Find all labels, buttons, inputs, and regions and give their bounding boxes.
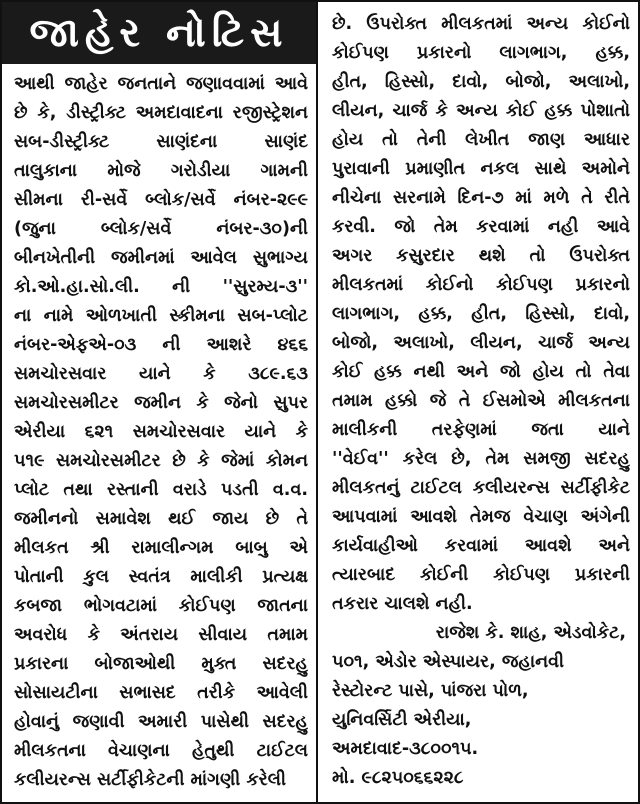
notice-text-line: કોઈપણ પ્રકારનો લાગભાગ, હક્ક, [332, 43, 630, 63]
notice-text-line: પોતાની કુલ સ્વતંત્ર માલીકી પ્રત્યક્ષ [14, 567, 308, 587]
notice-text-line: લીયન, ચાર્જ કે અન્ય કોઈ હક્ક પોશાતો [332, 101, 630, 121]
notice-text-line: સબ-ડીસ્ટ્રીક્ટ સાણંદના સાણંદ [14, 132, 308, 152]
notice-text-line: સોસાયટીના સભાસદ તરીકે આવેલી [14, 683, 308, 703]
notice-text-line: કલીયરન્સ સર્ટીફીકેટની માંગણી કરેલી [14, 770, 286, 790]
notice-text-line: ના નામે ઓળખાતી સ્કીમના સબ-પ્લોટ [14, 306, 308, 326]
notice-text-line: લાગભાગ, હક્ક, હીત, હિસ્સો, દાવો, [332, 304, 630, 324]
notice-text-line: તમામ હક્કો જે તે ઈસમોએ મીલકતના [332, 391, 630, 411]
notice-text-line: બોજો, અલાખો, લીયન, ચાર્જ અન્ય [332, 333, 630, 353]
right-body-text [332, 10, 630, 619]
notice-text-line: (જુના બ્લોક/સર્વે નંબર-૩૦)ની [14, 219, 308, 239]
notice-text-line: છે. ઉપરોક્ત મીલકતમાં અન્ય કોઈનો [332, 14, 630, 34]
notice-text-line: માલીકની તરફેણમાં જતા યાને [332, 420, 630, 440]
address-line: રેસ્ટોરન્ટ પાસે, પાંજરા પોળ, [332, 681, 529, 701]
notice-text-line: અવરોધ કે અંતરાય સીવાય તમામ [14, 625, 308, 645]
notice-title: જાહેર નોટિસ [2, 2, 316, 64]
notice-text-line: સમચોરસવાર યાને કે ૩૮૯.૬૩ [14, 364, 308, 384]
address-line: ૫૦૧, એડોર એસ્પાયર, જહાનવી [332, 652, 565, 672]
address-line: અમદાવાદ-૩૮૦૦૧૫. [332, 739, 479, 759]
signature-block [332, 619, 630, 793]
notice-text-line: ત્યારબાદ કોઈની કોઈપણ પ્રકારની [332, 565, 630, 585]
notice-text-line: એરીયા ૬૨૧ સમચોરસવાર યાને કે [14, 422, 308, 442]
notice-text-line: કોઈ હક્ક નથી અને જો હોય તો તેવા [332, 362, 630, 382]
notice-text-line: કબજા ભોગવટામાં કોઈપણ જાતના [14, 596, 308, 616]
notice-text-line: સીમના રી-સર્વે બ્લોક/સર્વે નંબર-૨૯૯ [14, 190, 308, 210]
notice-text-line: મીલકત શ્રી રામાલીન્ગમ બાબુ એ [14, 538, 308, 558]
notice-text-line: પુરાવાની પ્રમાણીત નકલ સાથે અમોને [332, 159, 630, 179]
right-column [320, 2, 638, 802]
notice-text-line: જમીનનો સમાવેશ થઈ જાય છે તે [14, 509, 308, 529]
notice-text-line: અગર કસુરદાર થશે તો ઉપરોક્ત [332, 246, 630, 266]
address-line: મો. ૯૮૨૫૦૬૬૨૨૮ [332, 768, 464, 788]
notice-text-line: મીલકતનું ટાઈટલ કલીયરન્સ સર્ટીફીકેટ [332, 478, 630, 498]
notice-text-line: આપવામાં આવશે તેમજ વેચાણ અંગેની [332, 507, 630, 527]
notice-text-line: હીત, હિસ્સો, દાવો, બોજો, અલાખો, [332, 72, 630, 92]
notice-text-line: ''વેઈવ'' કરેલ છે, તેમ સમજી સદરહુ [332, 449, 630, 469]
address-line: યુનિવર્સિટી એરીયા, [332, 710, 472, 730]
notice-text-line: પ્રકારના બોજાઓથી મુક્ત સદરહુ [14, 654, 308, 674]
notice-text-line: કાર્યવાહીઓ કરવામાં આવશે અને [332, 536, 630, 556]
notice-text-line: હોય તો તેની લેખીત જાણ આધાર [332, 130, 630, 150]
notice-text-line: તકરાર ચાલશે નહી. [332, 594, 473, 614]
notice-text-line: આથી જાહેર જનતાને જણાવવામાં આવે [14, 74, 308, 94]
notice-text-line: ૫૧૯ સમચોરસમીટર છે કે જેમાં કોમન [14, 451, 308, 471]
left-column [2, 2, 318, 802]
notice-text-line: મીલકતમાં કોઈનો કોઈપણ પ્રકારનો [332, 275, 630, 295]
notice-text-line: કરવી. જો તેમ કરવામાં નહી આવે [332, 217, 630, 237]
notice-text-line: કો.ઓ.હા.સો.લી. ની ''સુરમ્ય-૩'' [14, 277, 308, 297]
notice-text-line: નંબર-એફએ-૦૩ ની આશરે ૪૬૬ [14, 335, 308, 355]
notice-text-line: સમચોરસમીટર જમીન કે જેનો સુપર [14, 393, 308, 413]
notice-text-line: મીલકતના વેચાણના હેતુથી ટાઈટલ [14, 741, 308, 761]
notice-text-line: છે કે, ડીસ્ટ્રીક્ટ અમદાવાદના રજીસ્ટ્રેશન [14, 103, 308, 123]
notice-text-line: હોવાનું જણાવી અમારી પાસેથી સદરહુ [14, 712, 308, 732]
left-body-text [2, 70, 316, 795]
advocate-address [332, 648, 630, 793]
advocate-name: રાજેશ કે. શાહ, એડવોકેટ, [435, 623, 626, 643]
notice-text-line: પ્લોટ તથા રસ્તાની વરાડે પડતી વ.વ. [14, 480, 308, 500]
notice-text-line: તાલુકાના મોજે ગરોડીયા ગામની [14, 161, 308, 181]
notice-text-line: બીનખેતીની જમીનમાં આવેલ સુભાગ્ય [14, 248, 308, 268]
notice-text-line: નીચેના સરનામે દિન-૭ માં મળે તે રીતે [332, 188, 630, 208]
